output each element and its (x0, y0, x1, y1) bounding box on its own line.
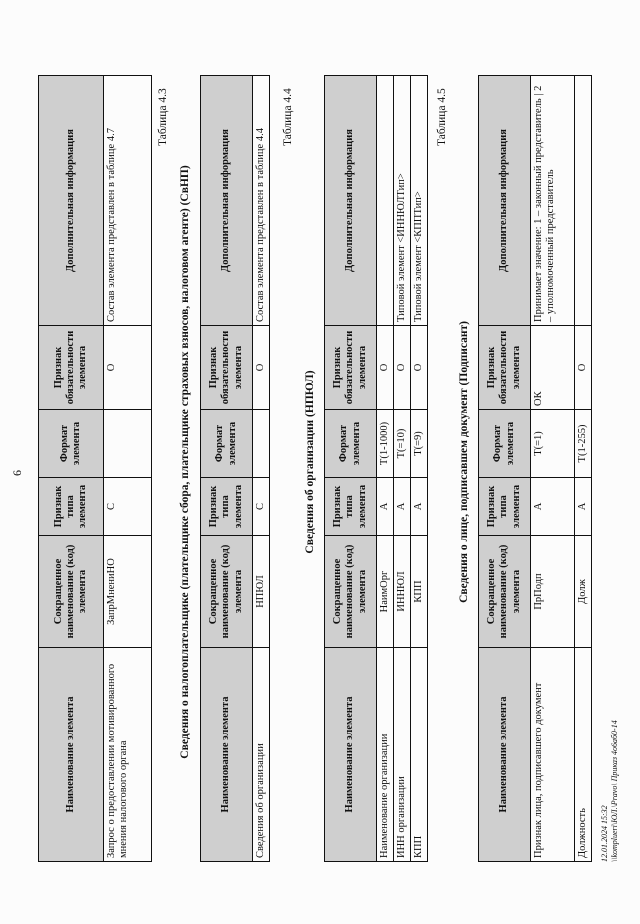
cell-required: О (394, 326, 411, 410)
header-format: Формат элемента (39, 410, 104, 478)
header-required: Признак обязательности элемента (201, 326, 253, 410)
header-format: Формат элемента (479, 410, 531, 478)
header-type: Признак типа элемента (39, 478, 104, 536)
cell-format: T(1-1000) (377, 410, 394, 478)
header-code: Сокращенное наименование (код) элемента (479, 536, 531, 648)
cell-type: А (411, 478, 428, 536)
header-info: Дополнительная информация (325, 76, 377, 326)
cell-info: Принимает значение: 1 – законный представитель | 2 – уполномоченный представитель (531, 76, 575, 326)
cell-type: А (531, 478, 575, 536)
table-row (411, 76, 428, 862)
cell-info (575, 76, 592, 326)
table-row (531, 76, 575, 862)
cell-format (253, 410, 270, 478)
header-required: Признак обязательности элемента (39, 326, 104, 410)
table-4-4-label: Таблица 4.4 (282, 88, 294, 146)
table-4-5-label: Таблица 4.5 (436, 88, 448, 146)
cell-type: С (253, 478, 270, 536)
header-type: Признак типа элемента (325, 478, 377, 536)
cell-type: С (104, 478, 152, 536)
cell-info: Состав элемента представлен в таблице 4.7 (104, 76, 152, 326)
cell-required: О (411, 326, 428, 410)
cell-code: ЗапрМнениНО (104, 536, 152, 648)
table-header-row (201, 76, 253, 862)
page-number: 6 (10, 470, 24, 476)
header-name: Наименование элемента (201, 648, 253, 862)
header-required: Признак обязательности элемента (479, 326, 531, 410)
cell-format (104, 410, 152, 478)
table-4-4-title: Сведения об организации (НПЮЛ) (304, 370, 316, 554)
cell-type: А (575, 478, 592, 536)
header-info: Дополнительная информация (201, 76, 253, 326)
cell-format: T(1-255) (575, 410, 592, 478)
header-code: Сокращенное наименование (код) элемента (325, 536, 377, 648)
table-header-row (325, 76, 377, 862)
cell-required: О (575, 326, 592, 410)
header-code: Сокращенное наименование (код) элемента (39, 536, 104, 648)
table-row (575, 76, 592, 862)
header-info: Дополнительная информация (479, 76, 531, 326)
cell-info: Состав элемента представлен в таблице 4.4 (253, 76, 270, 326)
table-4-3 (200, 75, 270, 862)
table-header-row (39, 76, 104, 862)
header-info: Дополнительная информация (39, 76, 104, 326)
cell-name: Должность (575, 648, 592, 862)
table-row (394, 76, 411, 862)
table-4-2-continuation (38, 75, 152, 862)
header-code: Сокращенное наименование (код) элемента (201, 536, 253, 648)
header-name: Наименование элемента (39, 648, 104, 862)
table-4-5 (478, 75, 592, 862)
table-4-3-label: Таблица 4.3 (157, 88, 169, 146)
cell-code: НПЮЛ (253, 536, 270, 648)
cell-code: ПрПодп (531, 536, 575, 648)
cell-type: А (377, 478, 394, 536)
cell-format: T(=1) (531, 410, 575, 478)
cell-code: ИННЮЛ (394, 536, 411, 648)
header-required: Признак обязательности элемента (325, 326, 377, 410)
header-format: Формат элемента (325, 410, 377, 478)
cell-code: Долж (575, 536, 592, 648)
cell-name: Запрос о предоставлении мотивированного мнения налогового органа (104, 648, 152, 862)
cell-name: Сведения об организации (253, 648, 270, 862)
cell-required: О (104, 326, 152, 410)
table-row (104, 76, 152, 862)
table-row (253, 76, 270, 862)
header-name: Наименование элемента (479, 648, 531, 862)
table-row (377, 76, 394, 862)
table-header-row (479, 76, 531, 862)
cell-required: О (377, 326, 394, 410)
cell-required: О (253, 326, 270, 410)
cell-info (377, 76, 394, 326)
footer-path: \\komplueri\ЮЛ.\Pravo\ Приказ 4о6аб0-14 (610, 720, 619, 862)
cell-info: Типовой элемент <ИННЮЛТип> (394, 76, 411, 326)
cell-code: НаимОрг (377, 536, 394, 648)
cell-name: ИНН организации (394, 648, 411, 862)
header-format: Формат элемента (201, 410, 253, 478)
header-type: Признак типа элемента (479, 478, 531, 536)
table-4-5-title: Сведения о лице, подписавшем документ (Подписант) (458, 321, 470, 603)
cell-type: А (394, 478, 411, 536)
cell-format: T(=10) (394, 410, 411, 478)
table-4-4 (324, 75, 428, 862)
cell-info: Типовой элемент <КППТип> (411, 76, 428, 326)
cell-name: КПП (411, 648, 428, 862)
cell-format: T(=9) (411, 410, 428, 478)
cell-name: Признак лица, подписавшего документ (531, 648, 575, 862)
cell-required: ОК (531, 326, 575, 410)
header-name: Наименование элемента (325, 648, 377, 862)
header-type: Признак типа элемента (201, 478, 253, 536)
cell-name: Наименование организации (377, 648, 394, 862)
cell-code: КПП (411, 536, 428, 648)
footer-timestamp: 12.01.2024 15:32 (600, 805, 609, 862)
table-4-3-title: Сведения о налогоплательщике (плательщике сбора, плательщике страховых взносов, налоговом агенте) (СвНП) (179, 165, 191, 759)
